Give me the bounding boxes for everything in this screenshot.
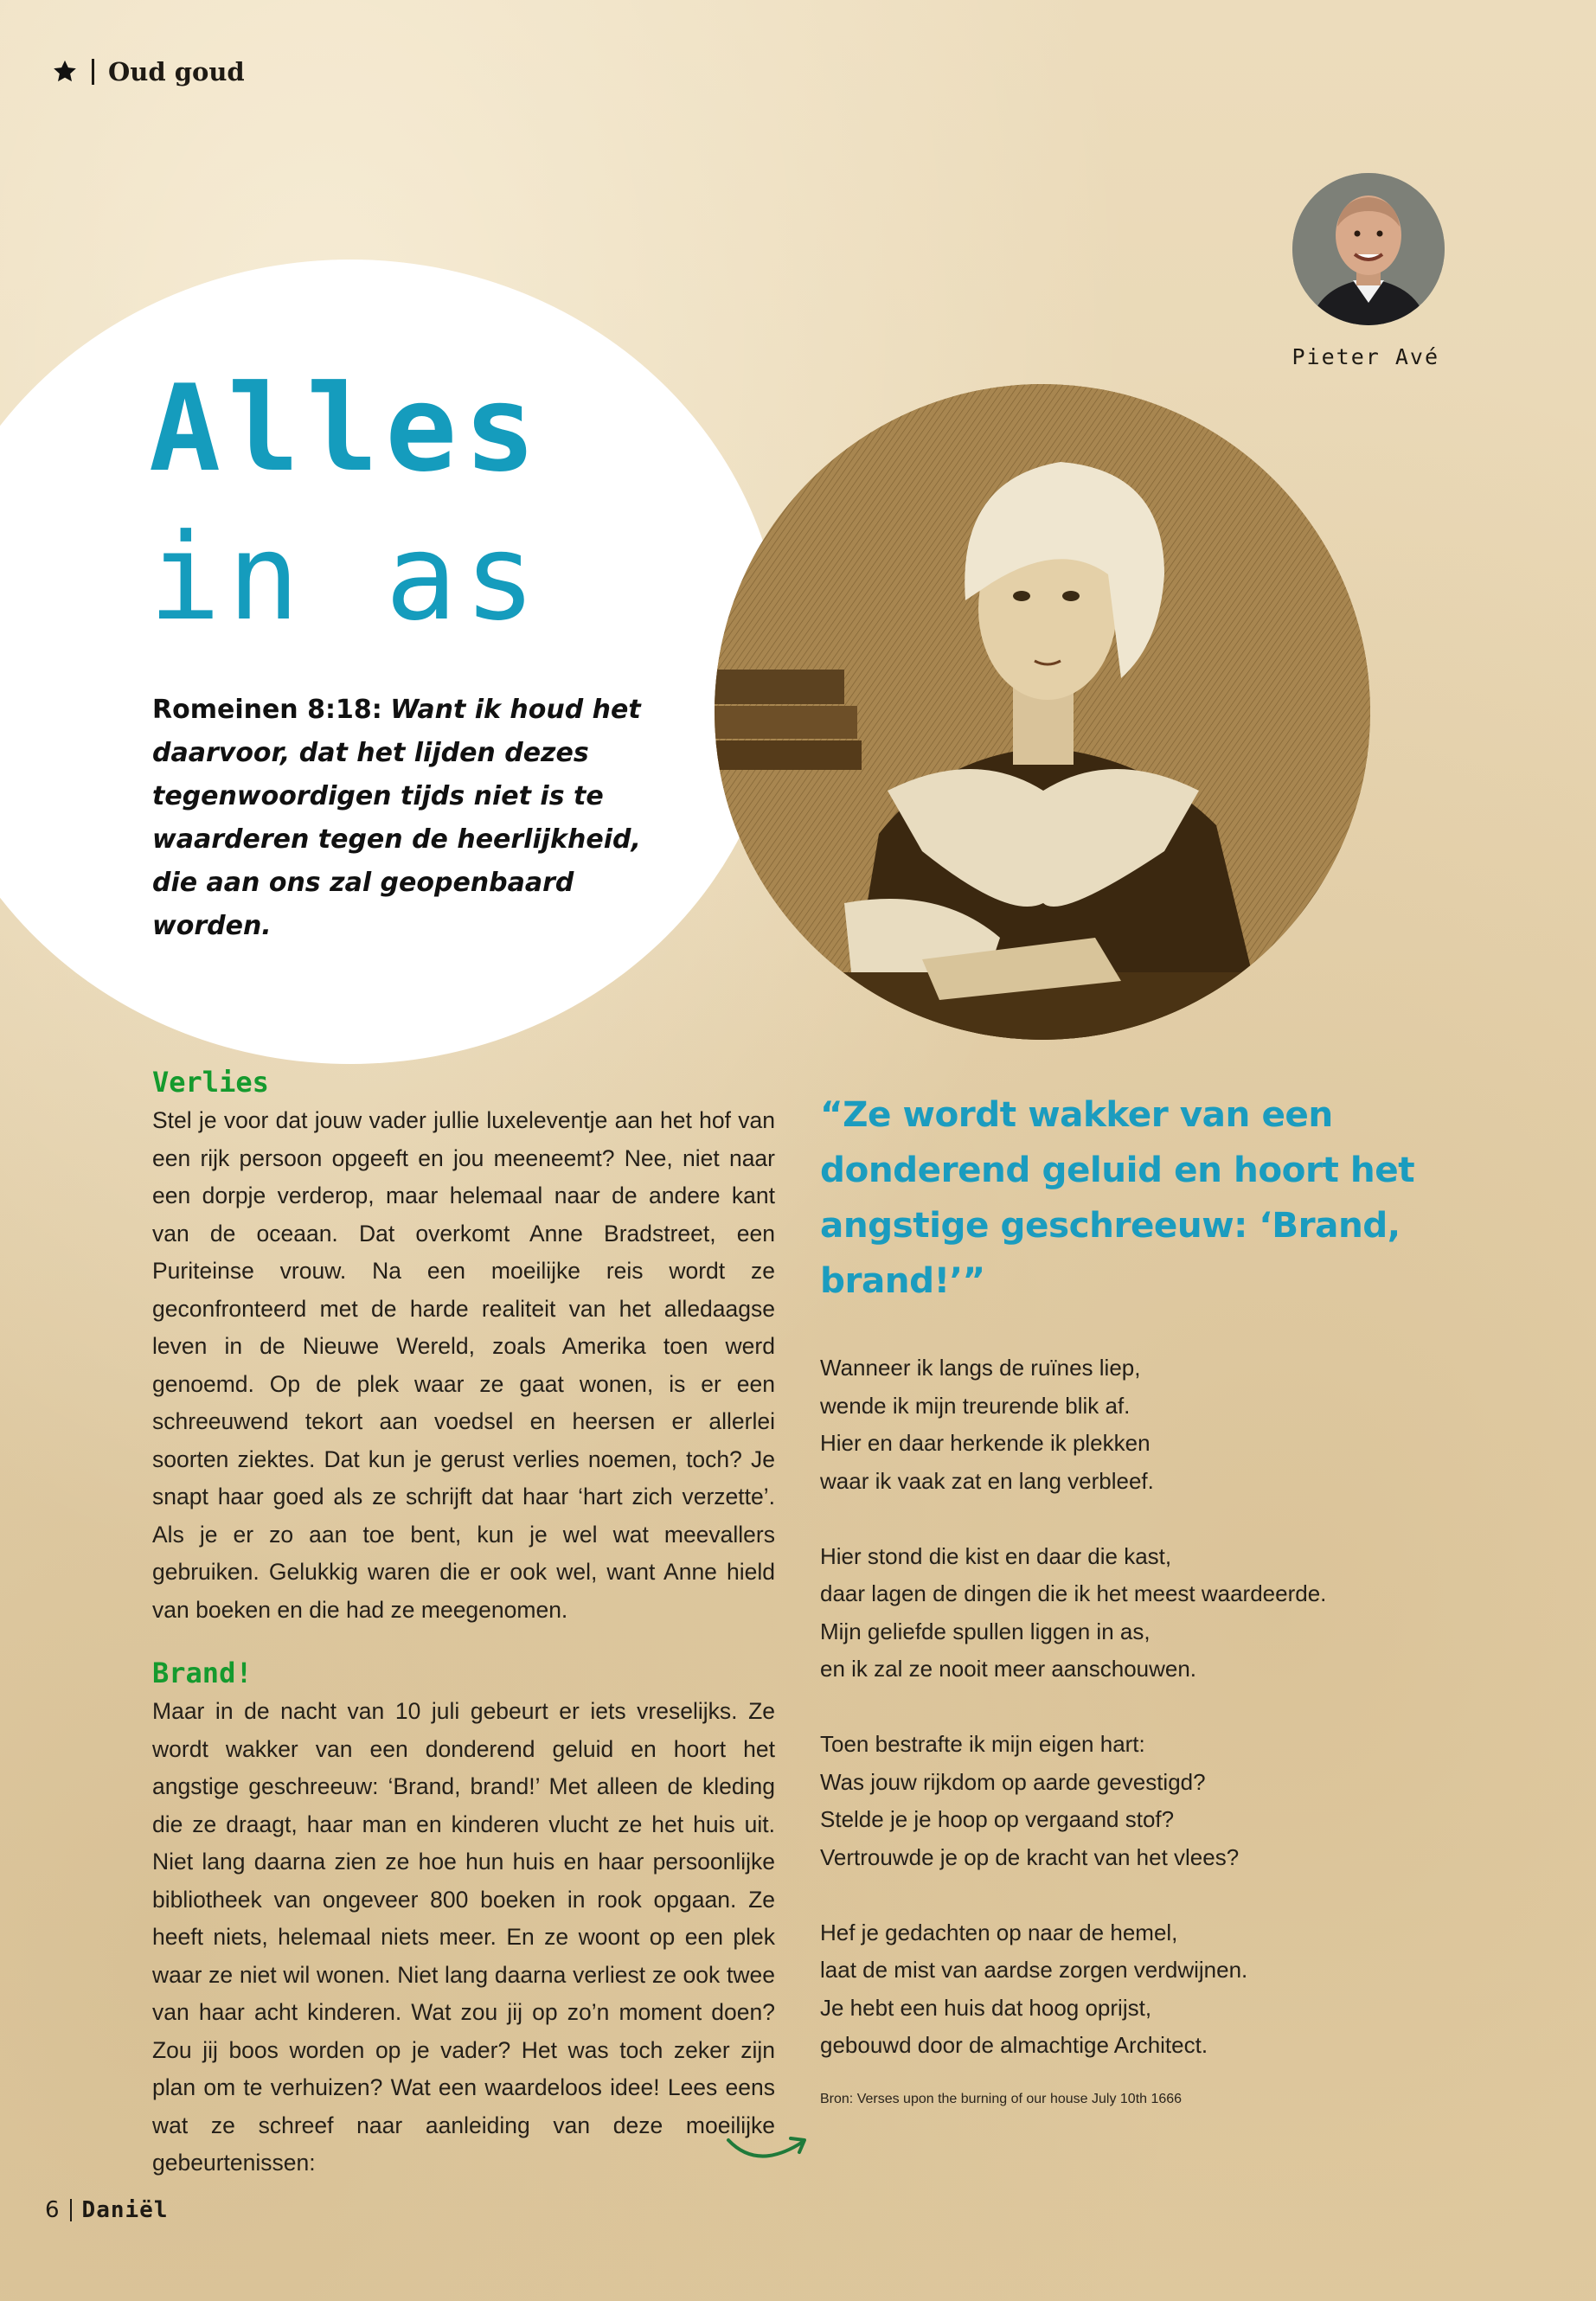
poem-stanza (820, 1726, 1426, 1876)
poem-line: Toen bestrafte ik mijn eigen hart: (820, 1731, 1145, 1757)
footer-divider (70, 2199, 72, 2221)
poem-line: Hier en daar herkende ik plekken (820, 1430, 1151, 1456)
title-line-1: Alles (149, 359, 543, 498)
poem-stanza (820, 1538, 1426, 1689)
paragraph-brand: Maar in de nacht van 10 juli gebeurt er iets vreselijks. Ze wordt wakker van een donderend geluid en hoort het angstige geschreeuw: ‘Brand, brand!’ Met alleen de kleding die ze draagt, haar man en kinderen vlucht ze het huis uit. Niet lang daarna zien ze hoe hun huis en haar persoonlijke bibliotheek van ongeveer 800 boeken in rook opgaan. Ze heeft niets, helemaal niets meer. En ze woont op een plek waar ze niet wil wonen. Niet lang daarna verliest ze ook twee van haar acht kinderen. Wat zou jij op zo’n moment doen? Zou jij boos worden op je vader? Het was toch zeker zijn plan om te verhuizen? Wat een waardeloos idee! Lees eens wat ze schreef naar aanleiding van deze moeilijke gebeurtenissen: (152, 1698, 775, 2176)
poem-line: Wanneer ik langs de ruïnes liep, (820, 1355, 1141, 1381)
anne-bradstreet-engraving (715, 384, 1370, 1040)
poem-line: Was jouw rijkdom op aarde gevestigd? (820, 1768, 1206, 1795)
article-title (149, 355, 542, 652)
pull-quote: “Ze wordt wakker van een donderend geluid en hoort het angstige geschreeuw: ‘Brand, brand!’” (820, 1093, 1415, 1301)
poem-line: daar lagen de dingen die ik het meest waardeerde. (820, 1580, 1327, 1606)
scripture-quote (152, 689, 671, 948)
poem-line: laat de mist van aardse zorgen verdwijnen. (820, 1957, 1248, 1983)
poem-line: Stelde je je hoop op vergaand stof? (820, 1806, 1175, 1832)
poem-stanza (820, 1914, 1426, 2065)
magazine-name: Daniël (81, 2197, 169, 2223)
paragraph-verlies: Stel je voor dat jouw vader jullie luxeleventje aan het hof van een rijk persoon opgeeft en jou meeneemt? Nee, niet naar een dorpje verderop, maar helemaal naar de andere kant van de oceaan. Dat overkomt Anne Bradstreet, een Puriteinse vrouw. Na een moeilijke reis wordt ze geconfronteerd met de harde realiteit van het alledaagse leven in de Nieuwe Wereld, zoals Amerika toen werd genoemd. Op de plek waar ze gaat wonen, is er een schreeuwend tekort aan voedsel en heersen er allerlei soorten ziektes. Dat kun je gerust verlies noemen, toch? Je snapt haar goed als ze schrijft dat haar ‘hart zich verzette’. Als je er zo aan toe bent, kun je wel wat meevallers gebruiken. Gelukkig waren die er ook wel, want Anne hield van boeken en die had ze meegenomen. (152, 1107, 775, 1623)
poem-line: waar ik vaak zat en lang verbleef. (820, 1467, 1154, 1494)
poem-line: Hier stond die kist en daar die kast, (820, 1542, 1172, 1569)
poem-line: Hef je gedachten op naar de hemel, (820, 1919, 1178, 1945)
section-label: Oud goud (108, 57, 245, 87)
header-divider (92, 59, 94, 85)
page-footer (45, 2197, 168, 2223)
poem-line: Je hebt een huis dat hoog oprijst, (820, 1994, 1152, 2021)
section-header (52, 57, 245, 87)
poem-line: gebouwd door de almachtige Architect. (820, 2032, 1208, 2058)
poem-line: wende ik mijn treurende blik af. (820, 1392, 1131, 1419)
title-line-2: in as (149, 508, 543, 647)
poem-line: en ik zal ze nooit meer aanschouwen. (820, 1656, 1197, 1682)
author-photo (1292, 173, 1445, 325)
next-page-arrow-icon[interactable] (723, 2130, 813, 2171)
poem-source: Bron: Verses upon the burning of our house July 10th 1666 (820, 2092, 1183, 2106)
scripture-reference: Romeinen 8:18: (152, 695, 382, 725)
poem-line: Vertrouwde je op de kracht van het vlees? (820, 1843, 1240, 1870)
author-name: Pieter Avé (1292, 344, 1439, 369)
star-icon (52, 59, 78, 85)
subheading-brand: Brand! (152, 1657, 253, 1689)
subheading-verlies: Verlies (152, 1066, 269, 1099)
page-number: 6 (45, 2197, 60, 2223)
scripture-text: Want ik houd het daarvoor, dat het lijden dezes tegenwoordigen tijds niet is te waarderen tegen de heerlijkheid, die aan ons zal geopenbaard worden. (152, 695, 641, 941)
poem (820, 1349, 1426, 2102)
poem-line: Mijn geliefde spullen liggen in as, (820, 1618, 1151, 1644)
poem-stanza (820, 1349, 1426, 1500)
article-body (152, 1062, 775, 2182)
